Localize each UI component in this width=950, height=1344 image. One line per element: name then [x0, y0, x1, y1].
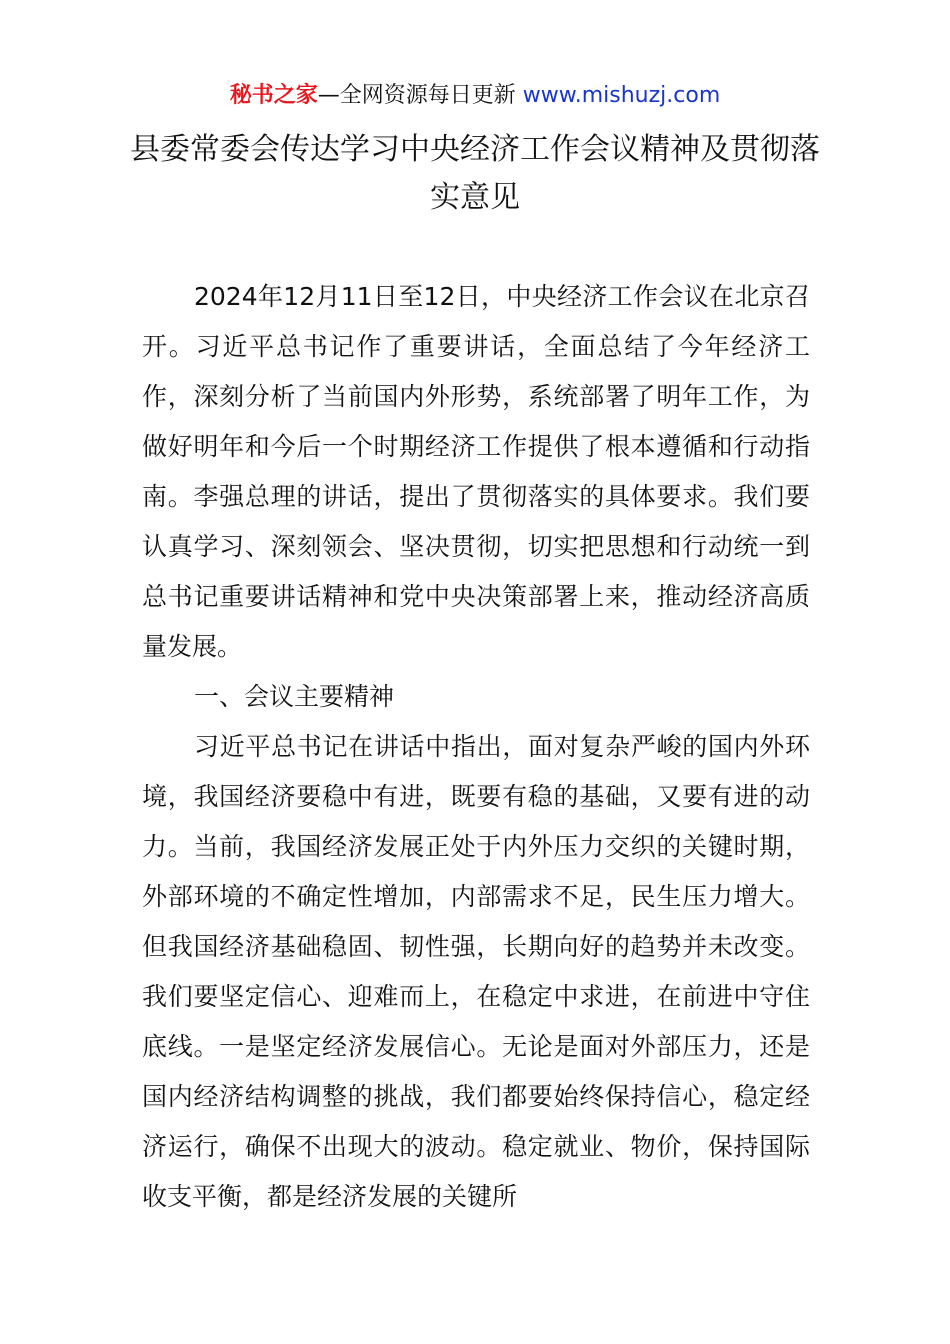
brand-name: 秘书之家: [229, 83, 318, 108]
header-tagline: —全网资源每日更新: [317, 83, 523, 108]
document-title: 县委常委会传达学习中央经济工作会议精神及贯彻落实意见: [130, 132, 820, 215]
site-header: [0, 80, 950, 112]
document-body: [142, 272, 810, 1222]
body-paragraph-main: 习近平总书记在讲话中指出，面对复杂严峻的国内外环境，我国经济要稳中有进，既要有稳的基础，又要有进的动力。当前，我国经济发展正处于内外压力交织的关键时期，外部环境的不确定性增加，内部需求不足，民生压力增大。但我国经济基础稳固、韧性强，长期向好的趋势并未改变。我们要坚定信心、迎难而上，在稳定中求进，在前进中守住底线。一是坚定经济发展信心。无论是面对外部压力，还是国内经济结构调整的挑战，我们都要始终保持信心，稳定经济运行，确保不出现大的波动。稳定就业、物价，保持国际收支平衡，都是经济发展的关键所: [142, 732, 810, 1211]
site-url-link[interactable]: www.mishuzj.com: [522, 83, 721, 108]
body-paragraph-intro: 2024年12月11日至12日，中央经济工作会议在北京召开。习近平总书记作了重要讲话，全面总结了今年经济工作，深刻分析了当前国内外形势，系统部署了明年工作，为做好明年和今后一个时期经济工作提供了根本遵循和行动指南。李强总理的讲话，提出了贯彻落实的具体要求。我们要认真学习、深刻领会、坚决贯彻，切实把思想和行动统一到总书记重要讲话精神和党中央决策部署上来，推动经济高质量发展。: [142, 282, 810, 661]
section-heading: 一、会议主要精神: [194, 682, 395, 711]
